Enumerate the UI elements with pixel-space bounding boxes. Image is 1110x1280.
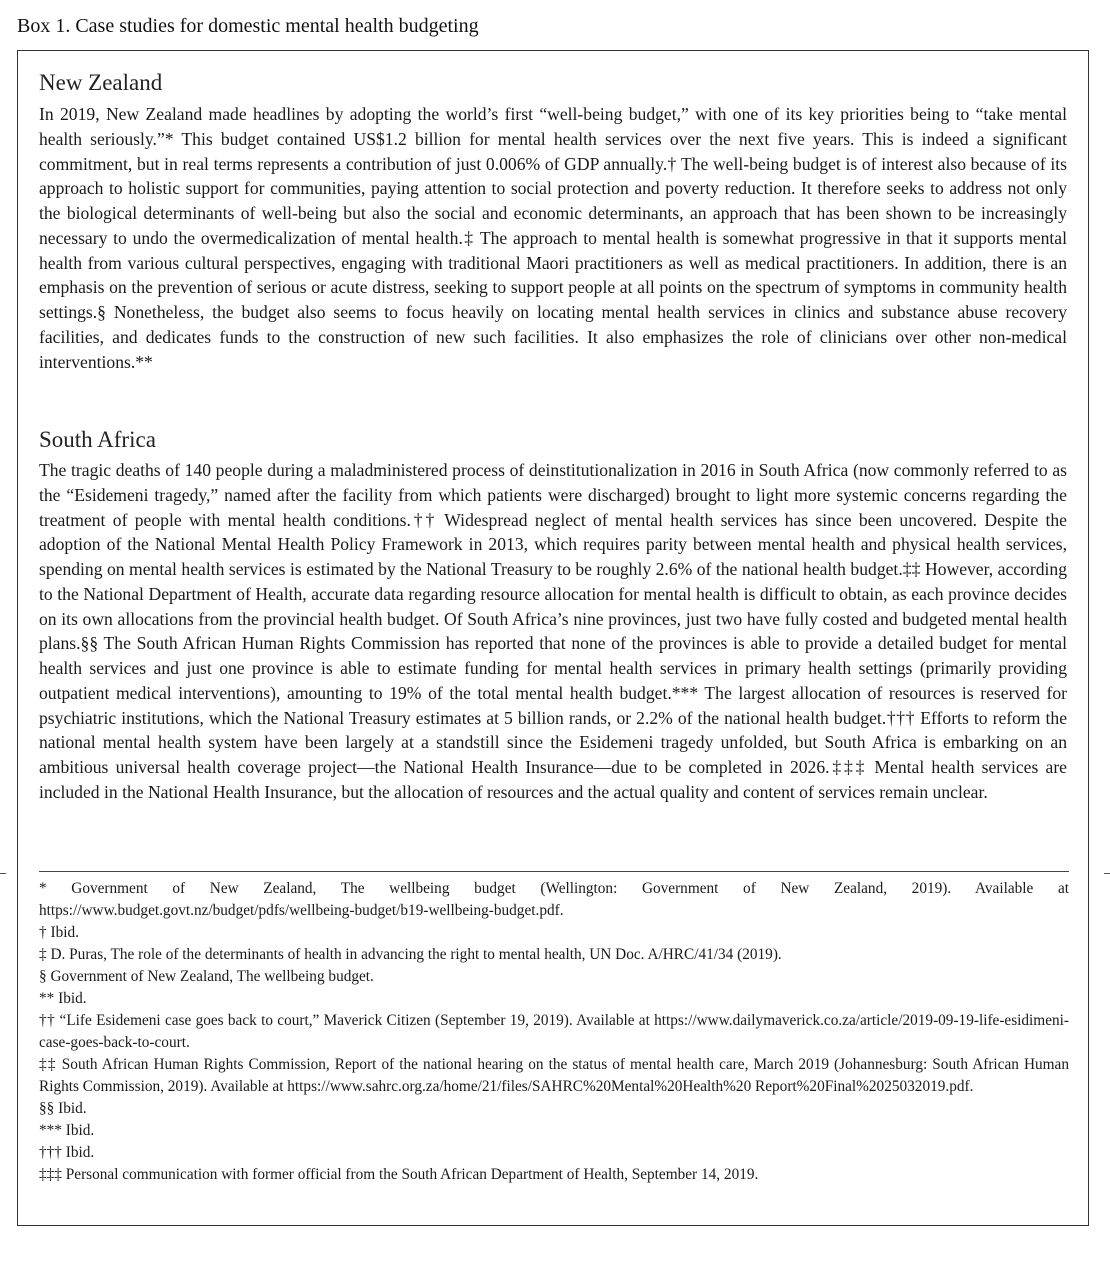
footnote-item: § Government of New Zealand, The wellbeing budget.: [39, 968, 374, 985]
footnote-item: *** Ibid.: [39, 1122, 95, 1139]
footnote-item: §§ Ibid.: [39, 1100, 87, 1117]
left-crop-mark: [0, 873, 6, 874]
section-title-south-africa: South Africa: [39, 427, 156, 452]
section-body-south-africa: The tragic deaths of 140 people during a maladministered process of deinstitutionalization in 2016 in South Africa (now commonly referred to as the “Esidemeni tragedy,” named after the facility from which patients were discharged) brought to light more systemic concerns regarding the treatment of people with mental health conditions.†† Widespread neglect of mental health services has since been uncovered. Despite the adoption of the National Mental Health Policy Framework in 2013, which requires parity between mental health and physical health services, spending on mental health services is estimated by the National Treasury to be roughly 2.6% of the national health budget.‡‡ However, according to the National Department of Health, accurate data regarding resource allocation for mental health is difficult to obtain, as each province decides on its own allocations from the provincial health budget. Of South Africa’s nine provinces, just two have fully costed and budgeted mental health plans.§§ The South African Human Rights Commission has reported that none of the provinces is able to provide a detailed budget for mental health services and just one province is able to estimate funding for mental health services in primary health settings (primarily providing outpatient medical interventions), amounting to 19% of the total mental health budget.*** The largest allocation of resources is reserved for psychiatric institutions, which the National Treasury estimates at 5 billion rands, or 2.2% of the national health budget.††† Efforts to reform the national mental health system have been largely at a standstill since the Esidemeni tragedy unfolded, but South Africa is embarking on an ambitious universal health coverage project—the National Health Insurance—due to be completed in 2026.‡‡‡ Mental health services are included in the National Health Insurance, but the allocation of resources and the actual quality and content of services remain unclear.: [39, 460, 1067, 802]
section-title-new-zealand: New Zealand: [39, 70, 163, 95]
footnote-divider: [39, 871, 1069, 872]
footnote-item: ‡‡ South African Human Rights Commission, Report of the national hearing on the status of mental health care, March 2019 (Johannesburg: South African Human Rights Commission, 2019). Available at https://www.sahrc.org.za/home/21/files/SAHRC%20Mental%20Health%20 Report%20Final%2025032019.pdf.: [39, 1056, 1069, 1095]
footnotes-list: [39, 878, 1069, 1186]
footnote-item: ††† Ibid.: [39, 1144, 95, 1161]
footnote-item: ** Ibid.: [39, 990, 87, 1007]
footnote-item: ‡‡‡ Personal communication with former official from the South African Department of Health, September 14, 2019.: [39, 1166, 759, 1183]
footnote-item: †† “Life Esidemeni case goes back to court,” Maverick Citizen (September 19, 2019). Available at https://www.dailymaverick.co.za/article/2019-09-19-life-esidimeni-case-goes-back-to-court.: [39, 1012, 1069, 1051]
right-crop-mark: [1104, 873, 1110, 874]
box-caption: Box 1. Case studies for domestic mental health budgeting: [17, 15, 479, 37]
footnote-item: ‡ D. Puras, The role of the determinants of health in advancing the right to mental health, UN Doc. A/HRC/41/34 (2019).: [39, 946, 782, 963]
footnote-item: * Government of New Zealand, The wellbeing budget (Wellington: Government of New Zealand, 2019). Available at https://www.budget.govt.nz/budget/pdfs/wellbeing-budget/b19-wellbeing-budget.pdf.: [39, 880, 1069, 919]
section-body-new-zealand: In 2019, New Zealand made headlines by adopting the world’s first “well-being budget,” with one of its key priorities being to “take mental health seriously.”* This budget contained US$1.2 billion for mental health services over the next five years. This is indeed a significant commitment, but in real terms represents a contribution of just 0.006% of GDP annually.† The well-being budget is of interest also because of its approach to holistic support for communities, paying attention to social protection and poverty reduction. It therefore seeks to address not only the biological determinants of well-being but also the social and economic determinants, an approach that has been shown to be increasingly necessary to undo the overmedicalization of mental health.‡ The approach to mental health is somewhat progressive in that it supports mental health from various cultural perspectives, engaging with traditional Maori practitioners as well as medical practitioners. In addition, there is an emphasis on the prevention of serious or acute distress, seeking to support people at all points on the spectrum of symptoms in community health settings.§ Nonetheless, the budget also seems to focus heavily on locating mental health services in clinics and substance abuse recovery facilities, and dedicates funds to the construction of new such facilities. It also emphasizes the role of clinicians over other non-medical interventions.**: [39, 104, 1067, 372]
footnote-item: † Ibid.: [39, 924, 79, 941]
case-study-box: [17, 50, 1089, 1226]
